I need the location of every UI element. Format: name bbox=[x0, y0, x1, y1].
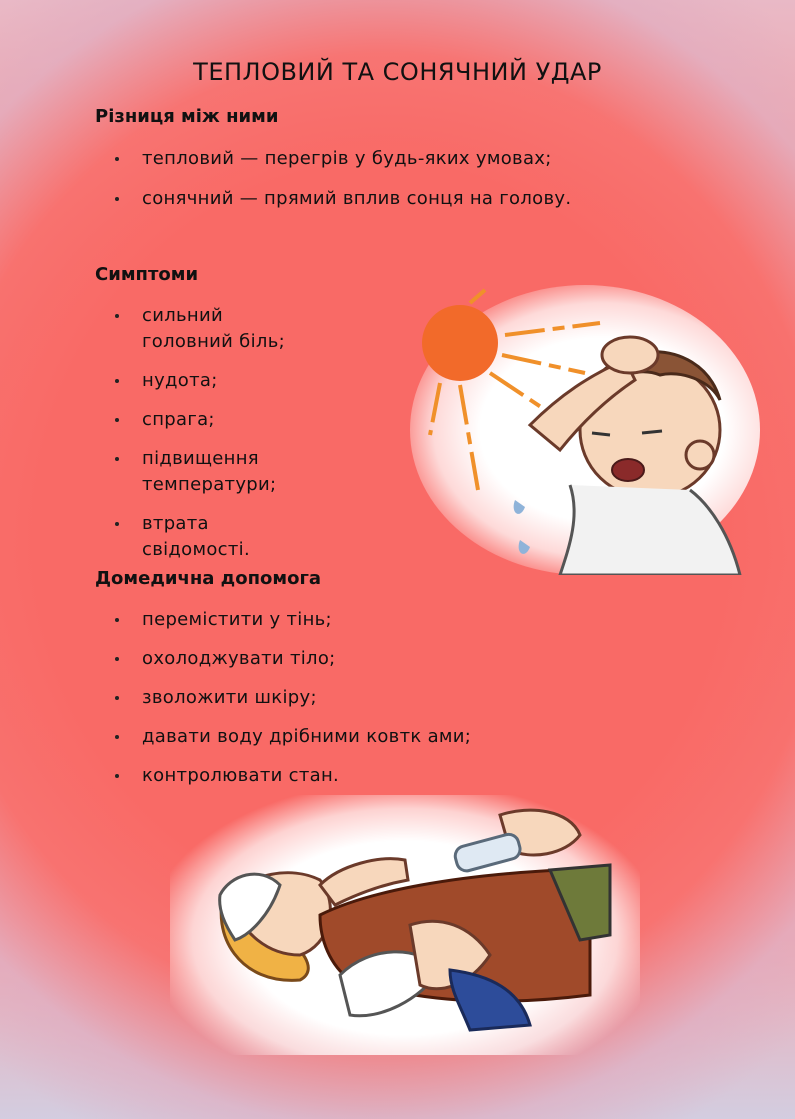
section-heading-first-aid: Домедична допомога bbox=[95, 568, 322, 589]
bullet-icon bbox=[115, 157, 119, 161]
symptoms-list bbox=[112, 303, 312, 563]
list-item: перемістити у тінь; bbox=[112, 607, 471, 633]
water-bottle-icon bbox=[453, 832, 522, 873]
person-head-icon bbox=[514, 337, 740, 575]
overheated-person-illustration bbox=[410, 285, 760, 575]
bullet-icon bbox=[115, 314, 119, 318]
section-heading-symptoms: Симптоми bbox=[95, 264, 199, 285]
bullet-icon bbox=[115, 197, 119, 201]
first-aid-list bbox=[112, 607, 471, 789]
sun-icon bbox=[422, 305, 498, 381]
list-item: сильний головний біль; bbox=[112, 303, 312, 355]
bullet-icon bbox=[115, 735, 119, 739]
bullet-icon bbox=[115, 618, 119, 622]
first-aid-drawing bbox=[170, 795, 640, 1055]
bullet-icon bbox=[115, 522, 119, 526]
bullet-icon bbox=[115, 379, 119, 383]
list-item: втрата свідомості. bbox=[112, 511, 312, 563]
bullet-icon bbox=[115, 418, 119, 422]
difference-list bbox=[112, 146, 571, 212]
bullet-icon bbox=[115, 696, 119, 700]
list-item: тепловий — перегрів у будь-яких умовах; bbox=[112, 146, 571, 172]
sun-person-drawing bbox=[410, 285, 760, 575]
first-aid-illustration bbox=[170, 795, 640, 1055]
list-item: зволожити шкіру; bbox=[112, 685, 471, 711]
list-item: нудота; bbox=[112, 368, 312, 394]
bullet-icon bbox=[115, 774, 119, 778]
list-item: контролювати стан. bbox=[112, 763, 471, 789]
bullet-icon bbox=[115, 457, 119, 461]
list-item: охолоджувати тіло; bbox=[112, 646, 471, 672]
list-item: спрага; bbox=[112, 407, 312, 433]
list-item: сонячний — прямий вплив сонця на голову. bbox=[112, 186, 571, 212]
list-item: підвищення температури; bbox=[112, 446, 312, 498]
page-title: ТЕПЛОВИЙ ТА СОНЯЧНИЙ УДАР bbox=[193, 58, 602, 86]
bullet-icon bbox=[115, 657, 119, 661]
list-item: давати воду дрібними ковтк ами; bbox=[112, 724, 471, 750]
section-heading-difference: Різниця між ними bbox=[95, 106, 279, 127]
